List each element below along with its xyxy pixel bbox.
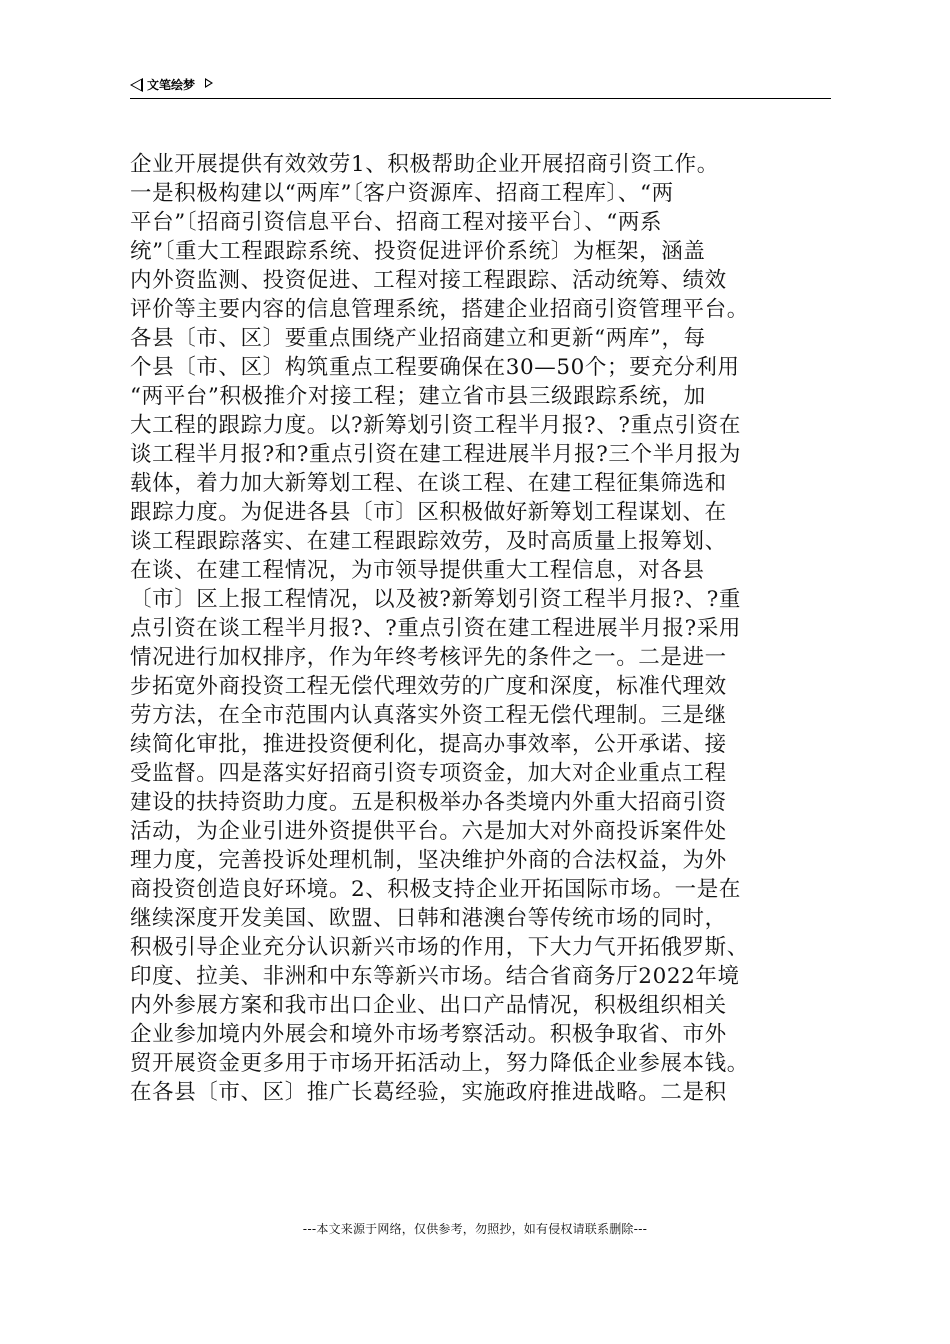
body-line: 活动，为企业引进外资提供平台。六是加大对外商投诉案件处: [130, 819, 727, 844]
body-line: 跟踪力度。为促进各县〔市〕区积极做好新筹划工程谋划、在: [130, 500, 727, 525]
body-line: 谈工程跟踪落实、在建工程跟踪效劳，及时高质量上报筹划、: [130, 529, 727, 554]
triangle-left-icon: [130, 78, 143, 92]
body-line: 在谈、在建工程情况，为市领导提供重大工程信息，对各县: [130, 558, 705, 583]
body-line: 平台”〔招商引资信息平台、招商工程对接平台〕、“两系: [130, 210, 663, 235]
body-line: 个县〔市、区〕构筑重点工程要确保在30—50个；要充分利用: [130, 355, 740, 380]
body-line: 谈工程半月报?和?重点引资在建工程进展半月报?三个半月报为: [130, 442, 741, 467]
page-footer: ---本文来源于网络，仅供参考，勿照抄，如有侵权请联系删除---: [302, 1222, 648, 1236]
body-line: 各县〔市、区〕要重点围绕产业招商建立和更新“两库”，每: [130, 326, 706, 351]
body-line: 内外资监测、投资促进、工程对接工程跟踪、活动统筹、绩效: [130, 268, 727, 293]
document-body: [130, 150, 832, 1107]
body-line: 统”〔重大工程跟踪系统、投资促进评价系统〕为框架，涵盖: [130, 239, 706, 264]
body-line: 积极引导企业充分认识新兴市场的作用，下大力气开拓俄罗斯、: [130, 935, 749, 960]
body-line: 〔市〕区上报工程情况，以及被?新筹划引资工程半月报?、?重: [130, 587, 741, 612]
body-line: “两平台”积极推介对接工程；建立省市县三级跟踪系统，加: [130, 384, 706, 409]
body-line: 载体，着力加大新筹划工程、在谈工程、在建工程征集筛选和: [130, 471, 727, 496]
body-line: 理力度，完善投诉处理机制，坚决维护外商的合法权益，为外: [130, 848, 727, 873]
body-line: 企业参加境内外展会和境外市场考察活动。积极争取省、市外: [130, 1022, 727, 1047]
body-line: 评价等主要内容的信息管理系统，搭建企业招商引资管理平台。: [130, 297, 749, 322]
body-line: 受监督。四是落实好招商引资专项资金，加大对企业重点工程: [130, 761, 727, 786]
page-header: [130, 74, 831, 99]
body-line: 步拓宽外商投资工程无偿代理效劳的广度和深度，标准代理效: [130, 674, 727, 699]
body-line: 大工程的跟踪力度。以?新筹划引资工程半月报?、?重点引资在: [130, 413, 741, 438]
triangle-right-icon: [205, 78, 213, 88]
body-line: 情况进行加权排序，作为年终考核评先的条件之一。二是进一: [130, 645, 727, 670]
body-line: 建设的扶持资助力度。五是积极举办各类境内外重大招商引资: [130, 790, 727, 815]
body-line: 贸开展资金更多用于市场开拓活动上，努力降低企业参展本钱。: [130, 1051, 749, 1076]
body-line: 印度、拉美、非洲和中东等新兴市场。结合省商务厅2022年境: [130, 964, 740, 989]
body-line: 内外参展方案和我市出口企业、出口产品情况，积极组织相关: [130, 993, 727, 1018]
body-line: 在各县〔市、区〕推广长葛经验，实施政府推进战略。二是积: [130, 1080, 727, 1105]
body-line: 企业开展提供有效效劳1、积极帮助企业开展招商引资工作。: [130, 152, 719, 177]
body-line: 点引资在谈工程半月报?、?重点引资在建工程进展半月报?采用: [130, 616, 741, 641]
body-line: 续简化审批，推进投资便利化，提高办事效率，公开承诺、接: [130, 732, 727, 757]
body-line: 劳方法，在全市范围内认真落实外资工程无偿代理制。三是继: [130, 703, 727, 728]
body-line: 一是积极构建以“两库”〔客户资源库、招商工程库〕、“两: [130, 181, 674, 206]
header-row: [130, 76, 213, 93]
body-line: 继续深度开发美国、欧盟、日韩和港澳台等传统市场的同时，: [130, 906, 727, 931]
header-title: 文笔绘梦: [147, 78, 196, 92]
body-line: 商投资创造良好环境。2、积极支持企业开拓国际市场。一是在: [130, 877, 741, 902]
